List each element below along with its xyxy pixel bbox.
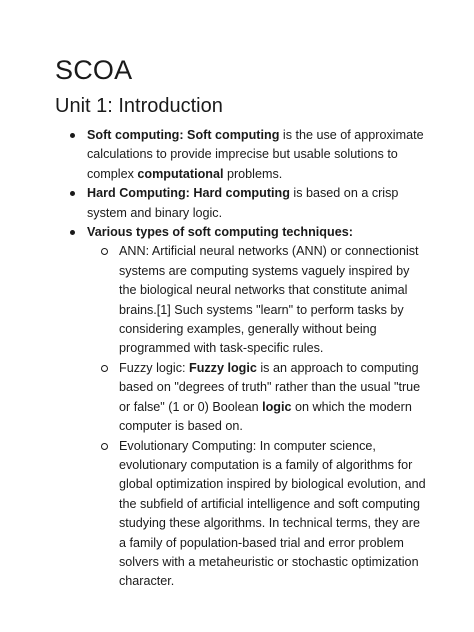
sub-item-text: Evolutionary Computing: In computer science, evolutionary computation is a family of algorithms for global optimization inspired by biological evolution, and the subfield of artificial intelligence and soft computing studying these algorithms. In technical terms, they are a family of population-based trial and error problem solvers with a metaheuristic or stochastic optimization character. bbox=[119, 438, 426, 589]
bold-term: Fuzzy logic bbox=[189, 360, 257, 375]
sub-item-text: Fuzzy logic: bbox=[119, 360, 189, 375]
bullet-lead: Soft computing: bbox=[87, 128, 184, 142]
sub-item-text: is an approach to computing based on "degrees of truth" rather than the usual "true or false" (1 or 0) Boolean bbox=[119, 360, 421, 414]
bullet-lead: Hard Computing: bbox=[87, 186, 190, 201]
document-title: SCOA bbox=[55, 55, 133, 85]
bold-term: Hard computing bbox=[193, 186, 290, 201]
bullet-text: is the use of approximate calculations to provide imprecise but usable solutions to complex bbox=[87, 128, 424, 181]
bullet-text: is based on a crisp system and binary logic. bbox=[87, 186, 399, 220]
bold-term: computational bbox=[137, 166, 224, 181]
sub-list bbox=[87, 242, 430, 591]
bold-term: logic bbox=[262, 399, 292, 414]
bullet-hard-computing bbox=[55, 184, 430, 223]
sub-item-text: ANN: Artificial neural networks (ANN) or connectionist systems are computing systems vaguely inspired by the biological neural networks that constitute animal brains.[1] Such systems "learn" to perform tasks by considering examples, generally without being programmed with task-specific rules. bbox=[119, 244, 419, 356]
sub-item-text: on which the modern computer is based on. bbox=[119, 399, 412, 434]
bullet-text: problems. bbox=[223, 166, 283, 181]
sub-item-ann bbox=[87, 242, 430, 358]
bullet-list bbox=[55, 126, 430, 592]
unit-heading: Unit 1: Introduction bbox=[55, 95, 223, 117]
bullet-techniques bbox=[55, 223, 430, 592]
bold-term: Soft computing bbox=[187, 128, 280, 142]
sub-item-fuzzy-logic bbox=[87, 359, 430, 437]
bullet-soft-computing bbox=[55, 126, 430, 184]
sub-item-evolutionary-computing bbox=[87, 437, 430, 592]
bullet-lead: Various types of soft computing techniques: bbox=[87, 225, 353, 240]
